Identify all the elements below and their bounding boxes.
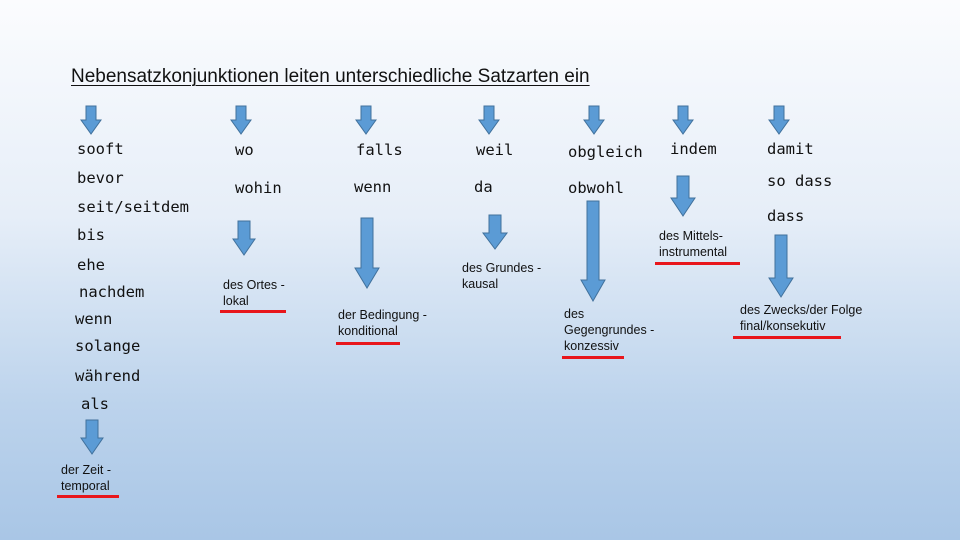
conjunction-word: obgleich <box>568 143 643 161</box>
arrow-down-icon <box>670 175 696 217</box>
conjunction-word: damit <box>767 140 814 158</box>
conjunction-word: falls <box>356 141 403 159</box>
category-label-konzessiv: des Gegengrundes - konzessiv <box>564 307 655 353</box>
conjunction-word: während <box>75 367 141 385</box>
arrow-down-icon <box>482 214 508 250</box>
arrow-down-icon <box>672 105 694 135</box>
conjunction-word: bis <box>77 226 105 244</box>
category-label-temporal: der Zeit - temporal <box>61 463 112 493</box>
red-underline <box>655 262 740 265</box>
arrow-down-icon <box>230 105 252 135</box>
red-underline <box>562 356 624 359</box>
conjunction-word: bevor <box>77 169 124 187</box>
conjunction-word: sooft <box>77 140 124 158</box>
conjunction-word: wohin <box>235 179 282 197</box>
arrow-down-icon <box>80 105 102 135</box>
page-title: Nebensatzkonjunktionen leiten unterschiedliche Satzarten ein <box>71 66 590 87</box>
conjunction-word: als <box>81 395 109 413</box>
arrow-down-icon <box>80 419 104 455</box>
arrow-down-icon <box>478 105 500 135</box>
conjunction-word: so dass <box>767 172 833 190</box>
conjunction-word: dass <box>767 207 805 225</box>
conjunction-word: da <box>474 178 493 196</box>
arrow-down-icon <box>580 200 606 302</box>
red-underline <box>733 336 841 339</box>
conjunction-word: obwohl <box>568 179 624 197</box>
conjunction-word: indem <box>670 140 717 158</box>
red-underline <box>220 310 286 313</box>
arrow-down-icon <box>768 105 790 135</box>
arrow-down-icon <box>354 217 380 289</box>
red-underline <box>57 495 119 498</box>
category-label-kausal: des Grundes - kausal <box>462 261 542 291</box>
category-label-konsekutiv: des Zwecks/der Folge final/konsekutiv <box>740 303 863 333</box>
arrow-down-icon <box>583 105 605 135</box>
conjunction-word: wo <box>235 141 254 159</box>
conjunction-word: ehe <box>77 256 105 274</box>
category-label-lokal: des Ortes - lokal <box>223 278 285 308</box>
red-underline <box>336 342 400 345</box>
arrow-down-icon <box>355 105 377 135</box>
conjunction-word: solange <box>75 337 141 355</box>
conjunction-word: weil <box>476 141 514 159</box>
arrow-down-icon <box>768 234 794 298</box>
category-label-konditional: der Bedingung - konditional <box>338 308 427 338</box>
conjunction-word: wenn <box>75 310 113 328</box>
conjunction-word: nachdem <box>79 283 145 301</box>
arrow-down-icon <box>232 220 256 256</box>
conjunction-word: wenn <box>354 178 392 196</box>
conjunction-word: seit/seitdem <box>77 198 189 216</box>
category-label-instrumental: des Mittels- instrumental <box>659 229 728 259</box>
